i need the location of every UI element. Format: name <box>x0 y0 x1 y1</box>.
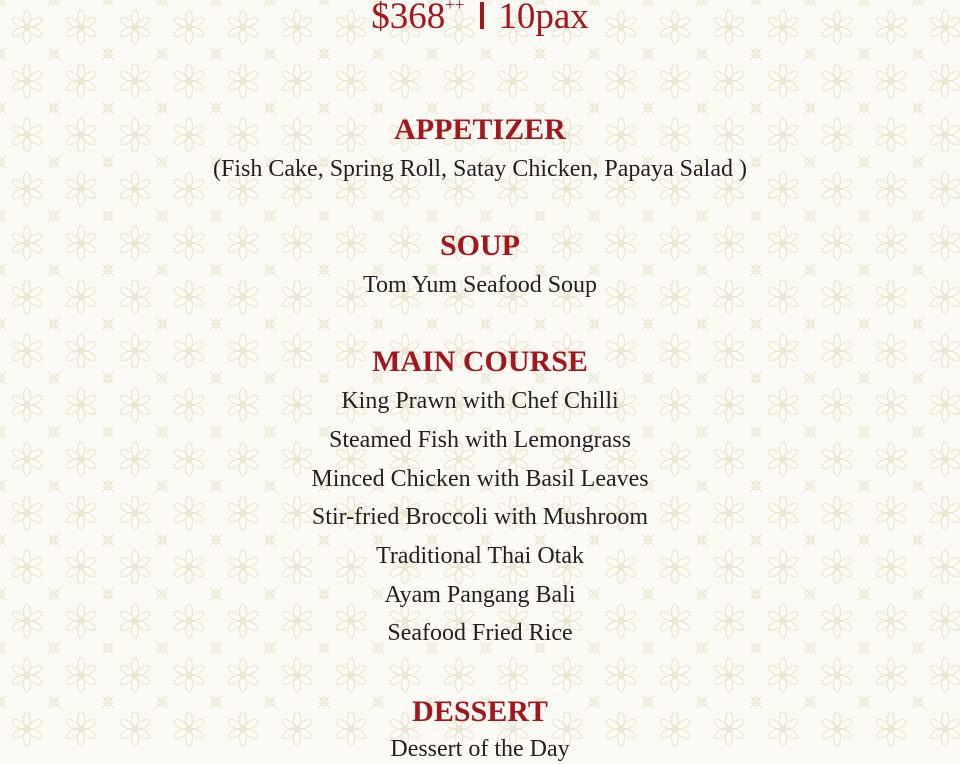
dessert-item: Dessert of the Day <box>390 736 570 762</box>
price-suffix: ++ <box>445 0 465 14</box>
pax-count: 10pax <box>498 0 589 37</box>
soup-item: Tom Yum Seafood Soup <box>362 272 598 298</box>
main-course-item: Seafood Fried Rice <box>387 620 573 646</box>
appetizer-heading: APPETIZER <box>394 113 566 146</box>
main-course-item: Steamed Fish with Lemongrass <box>329 427 631 453</box>
main-course-item: Ayam Pangang Bali <box>384 582 576 608</box>
main-course-item: Traditional Thai Otak <box>376 543 584 569</box>
price-line <box>0 0 960 40</box>
price-amount: $368 <box>371 0 446 37</box>
main-course-heading: MAIN COURSE <box>372 345 588 378</box>
price-separator <box>480 2 484 29</box>
soup-heading: SOUP <box>439 229 520 262</box>
main-course-item: Minced Chicken with Basil Leaves <box>311 466 649 492</box>
dessert-heading: DESSERT <box>412 695 548 728</box>
main-course-item: King Prawn with Chef Chilli <box>341 388 619 414</box>
main-course-item: Stir-fried Broccoli with Mushroom <box>311 504 649 530</box>
appetizer-item: (Fish Cake, Spring Roll, Satay Chicken, Papaya Salad ) <box>213 156 747 182</box>
